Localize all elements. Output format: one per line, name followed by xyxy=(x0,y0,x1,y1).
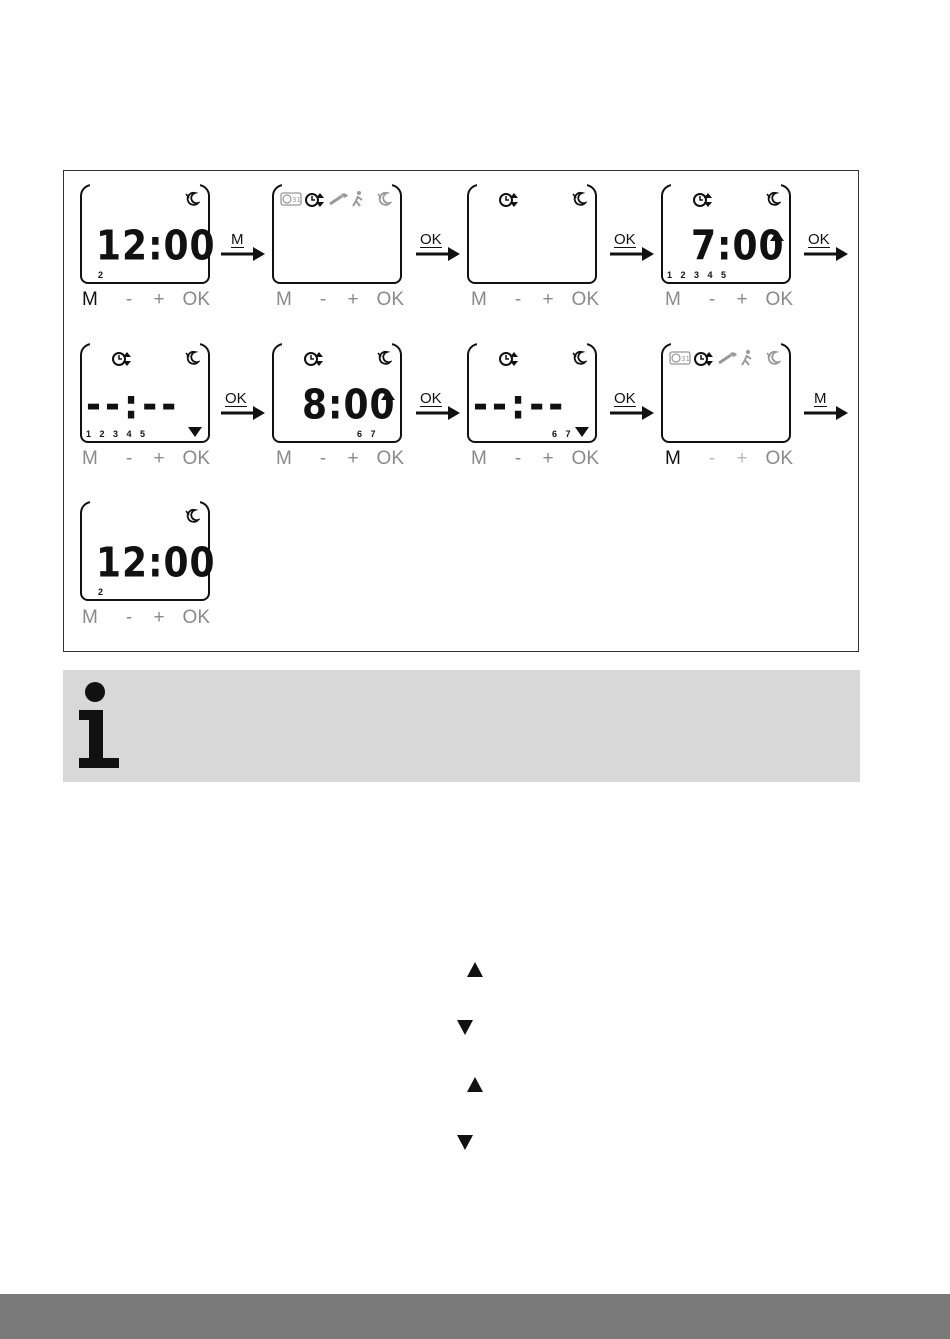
time-display: 12:00 xyxy=(96,539,216,588)
wrench-icon xyxy=(717,351,739,365)
m-button-label: M xyxy=(82,448,98,469)
clock-updown-icon xyxy=(305,191,325,209)
arrow-label: OK xyxy=(808,231,830,248)
time-display: --:-- xyxy=(473,381,568,430)
ok-button-label: OK xyxy=(571,289,599,310)
button-labels-2 xyxy=(276,289,404,311)
arrow-label: M xyxy=(814,390,827,407)
ok-button-label: OK xyxy=(571,448,599,469)
footer-bar xyxy=(0,1294,950,1339)
plus-button-label: + xyxy=(153,289,165,310)
time-display: 8:00 xyxy=(302,381,396,430)
programming-diagram xyxy=(63,170,859,652)
moon-icon xyxy=(765,191,781,207)
triangle-up-icon xyxy=(467,1077,483,1092)
triangle-down-icon xyxy=(575,427,589,437)
clock-updown-icon xyxy=(112,350,132,368)
arrow-label: OK xyxy=(225,390,247,407)
button-labels-6 xyxy=(276,448,404,470)
svg-text:31: 31 xyxy=(681,355,690,363)
button-labels-3 xyxy=(471,289,599,311)
minus-button-label: - xyxy=(125,607,133,628)
day-indicator: 1 2 3 4 5 xyxy=(86,429,149,439)
lcd-screen-2 xyxy=(272,184,402,284)
clock-updown-icon xyxy=(499,191,519,209)
minus-button-label: - xyxy=(514,448,522,469)
lcd-screen-3 xyxy=(467,184,597,284)
arrow-step-2 xyxy=(416,232,460,264)
arrow-label: OK xyxy=(614,390,636,407)
moon-icon xyxy=(184,191,200,207)
button-labels-5 xyxy=(82,448,210,470)
m-button-label: M xyxy=(276,448,292,469)
clock-updown-icon xyxy=(694,350,714,368)
day-indicator: 6 7 xyxy=(552,429,574,439)
clock-updown-icon xyxy=(693,191,713,209)
plus-button-label: + xyxy=(542,289,554,310)
arrow-step-5 xyxy=(221,391,265,423)
walking-person-icon xyxy=(350,190,366,208)
ok-button-label: OK xyxy=(182,607,210,628)
plus-button-label: + xyxy=(347,448,359,469)
ok-button-label: OK xyxy=(182,448,210,469)
time-display: 7:00 xyxy=(691,222,785,271)
arrow-step-6 xyxy=(416,391,460,423)
m-button-label: M xyxy=(82,289,98,310)
triangle-down-icon xyxy=(188,427,202,437)
m-button-label: M xyxy=(665,289,681,310)
moon-icon xyxy=(184,508,200,524)
triangle-down-icon xyxy=(457,1135,473,1150)
plus-button-label: + xyxy=(736,448,748,469)
ok-button-label: OK xyxy=(376,448,404,469)
calendar-icon xyxy=(280,192,302,206)
m-button-label: M xyxy=(82,607,98,628)
button-labels-1 xyxy=(82,289,210,311)
moon-icon xyxy=(571,191,587,207)
moon-icon xyxy=(376,350,392,366)
day-indicator: 1 2 3 4 5 xyxy=(667,270,730,280)
day-indicator: 2 xyxy=(98,270,107,280)
clock-updown-icon xyxy=(304,350,324,368)
triangle-down-icon xyxy=(457,1020,473,1035)
lcd-screen-5 xyxy=(80,343,210,443)
button-labels-8 xyxy=(665,448,793,470)
arrow-step-4 xyxy=(804,232,848,264)
minus-button-label: - xyxy=(319,448,327,469)
minus-button-label: - xyxy=(125,289,133,310)
triangle-up-icon xyxy=(467,962,483,977)
arrow-label: OK xyxy=(420,390,442,407)
ok-button-label: OK xyxy=(376,289,404,310)
arrow-step-1 xyxy=(221,232,265,264)
moon-icon xyxy=(571,350,587,366)
lcd-screen-1 xyxy=(80,184,216,284)
m-button-label: M xyxy=(471,289,487,310)
plus-button-label: + xyxy=(153,448,165,469)
time-display: 12:00 xyxy=(96,222,216,271)
minus-button-label: - xyxy=(708,289,716,310)
arrow-step-8 xyxy=(804,391,848,423)
button-labels-9 xyxy=(82,607,210,629)
wrench-icon xyxy=(328,192,350,206)
button-labels-4 xyxy=(665,289,793,311)
ok-button-label: OK xyxy=(765,289,793,310)
lcd-screen-4 xyxy=(661,184,791,284)
ok-button-label: OK xyxy=(765,448,793,469)
info-icon xyxy=(75,680,125,768)
m-button-label: M xyxy=(471,448,487,469)
walking-person-icon xyxy=(739,349,755,367)
triangle-up-icon xyxy=(770,231,784,241)
minus-button-label: - xyxy=(708,448,716,469)
ok-button-label: OK xyxy=(182,289,210,310)
m-button-label: M xyxy=(276,289,292,310)
arrow-step-3 xyxy=(610,232,654,264)
clock-updown-icon xyxy=(499,350,519,368)
arrow-label: OK xyxy=(420,231,442,248)
moon-icon xyxy=(184,350,200,366)
lcd-screen-8 xyxy=(661,343,791,443)
info-box xyxy=(63,670,860,782)
arrow-step-7 xyxy=(610,391,654,423)
plus-button-label: + xyxy=(153,607,165,628)
moon-icon xyxy=(376,191,392,207)
minus-button-label: - xyxy=(125,448,133,469)
day-indicator: 6 7 xyxy=(357,429,379,439)
svg-text:31: 31 xyxy=(292,196,301,204)
calendar-icon xyxy=(669,351,691,365)
lcd-screen-6 xyxy=(272,343,402,443)
plus-button-label: + xyxy=(736,289,748,310)
plus-button-label: + xyxy=(347,289,359,310)
arrow-label: M xyxy=(231,231,244,248)
time-display: --:-- xyxy=(86,381,181,430)
minus-button-label: - xyxy=(514,289,522,310)
day-indicator: 2 xyxy=(98,587,107,597)
m-button-label: M xyxy=(665,448,681,469)
button-labels-7 xyxy=(471,448,599,470)
lcd-screen-9 xyxy=(80,501,216,601)
minus-button-label: - xyxy=(319,289,327,310)
arrow-label: OK xyxy=(614,231,636,248)
triangle-up-icon xyxy=(381,390,395,400)
plus-button-label: + xyxy=(542,448,554,469)
lcd-screen-7 xyxy=(467,343,597,443)
moon-icon xyxy=(765,350,781,366)
